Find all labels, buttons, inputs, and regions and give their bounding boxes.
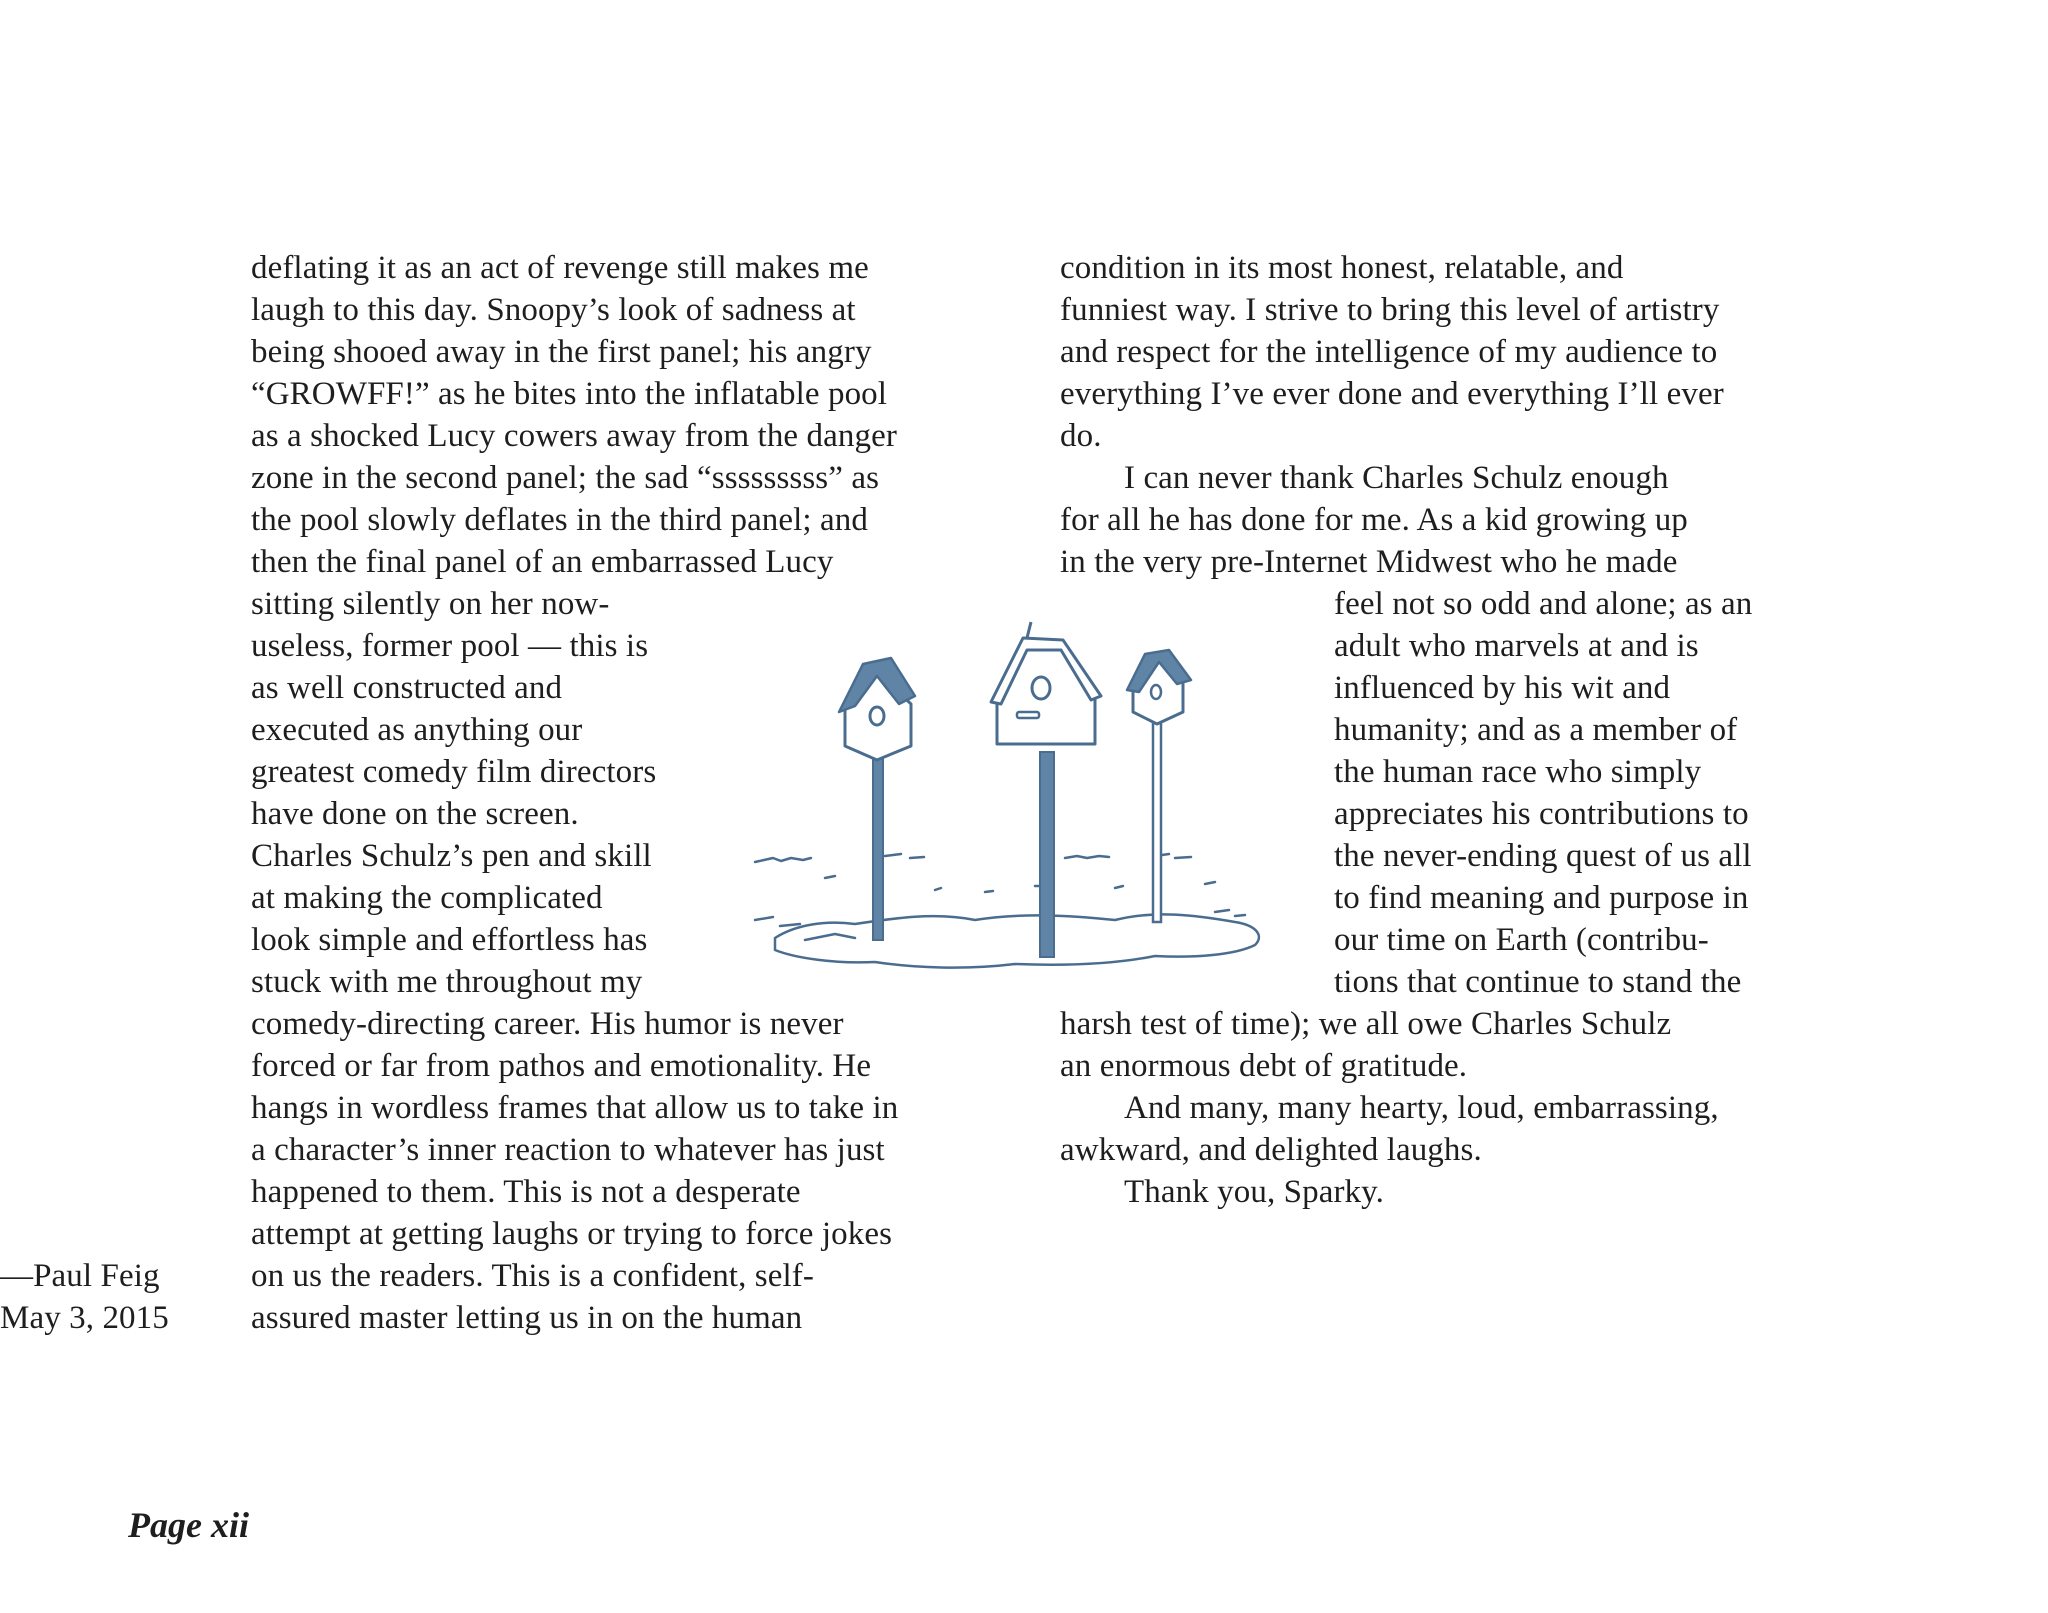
text-line: the human race who simply (1334, 754, 1702, 790)
text-line: laugh to this day. Snoopy’s look of sadness at (251, 292, 856, 328)
text-line: have done on the screen. (251, 796, 579, 832)
paragraph-start-line: And many, many hearty, loud, embarrassing, (1124, 1090, 1719, 1126)
text-line: then the final panel of an embarrassed Lucy (251, 544, 834, 580)
text-line: an enormous debt of gratitude. (1060, 1048, 1468, 1084)
signature-date: May 3, 2015 (0, 1300, 169, 1336)
text-line: useless, former pool — this is (251, 628, 649, 664)
text-line: and respect for the intelligence of my audience to (1060, 334, 1718, 370)
text-line: in the very pre-Internet Midwest who he made (1060, 544, 1678, 580)
text-line: comedy-directing career. His humor is never (251, 1006, 844, 1042)
text-line: executed as anything our (251, 712, 583, 748)
text-line: look simple and effortless has (251, 922, 648, 958)
text-line: “GROWFF!” as he bites into the inflatable pool (251, 376, 888, 412)
text-line: tions that continue to stand the (1334, 964, 1742, 1000)
text-line: do. (1060, 418, 1102, 454)
paragraph-start-line: Thank you, Sparky. (1124, 1174, 1384, 1210)
author-name: —Paul Feig (0, 1258, 160, 1294)
text-line: deflating it as an act of revenge still makes me (251, 250, 869, 286)
text-line: on us the readers. This is a confident, self- (251, 1258, 814, 1294)
text-line: as well constructed and (251, 670, 563, 706)
birdhouses-icon (735, 620, 1325, 990)
text-line: attempt at getting laughs or trying to force jokes (251, 1216, 893, 1252)
text-line: Charles Schulz’s pen and skill (251, 838, 652, 874)
text-line: being shooed away in the first panel; his angry (251, 334, 872, 370)
text-line: harsh test of time); we all owe Charles Schulz (1060, 1006, 1672, 1042)
text-line: humanity; and as a member of (1334, 712, 1738, 748)
text-line: funniest way. I strive to bring this level of artistry (1060, 292, 1720, 328)
text-line: our time on Earth (contribu- (1334, 922, 1709, 958)
text-line: feel not so odd and alone; as an (1334, 586, 1753, 622)
text-line: influenced by his wit and (1334, 670, 1671, 706)
text-line: to find meaning and purpose in (1334, 880, 1749, 916)
text-line: greatest comedy film directors (251, 754, 657, 790)
text-line: forced or far from pathos and emotionality. He (251, 1048, 872, 1084)
text-line: the never-ending quest of us all (1334, 838, 1752, 874)
text-line: condition in its most honest, relatable, and (1060, 250, 1624, 286)
text-line: adult who marvels at and is (1334, 628, 1699, 664)
text-line: awkward, and delighted laughs. (1060, 1132, 1482, 1168)
text-line: for all he has done for me. As a kid growing up (1060, 502, 1688, 538)
text-line: happened to them. This is not a desperate (251, 1174, 801, 1210)
paragraph-start-line: I can never thank Charles Schulz enough (1124, 460, 1669, 496)
text-line: a character’s inner reaction to whatever has just (251, 1132, 885, 1168)
text-line: the pool slowly deflates in the third panel; and (251, 502, 868, 538)
page-number: Page xii (128, 1505, 249, 1545)
text-line: stuck with me throughout my (251, 964, 643, 1000)
text-line: hangs in wordless frames that allow us to take in (251, 1090, 899, 1126)
text-line: as a shocked Lucy cowers away from the danger (251, 418, 897, 454)
text-line: sitting silently on her now- (251, 586, 610, 622)
text-line: at making the complicated (251, 880, 603, 916)
text-line: assured master letting us in on the human (251, 1300, 803, 1336)
text-line: appreciates his contributions to (1334, 796, 1749, 832)
text-line: everything I’ve ever done and everything I’ll ever (1060, 376, 1724, 412)
text-line: zone in the second panel; the sad “sssssssss” as (251, 460, 880, 496)
